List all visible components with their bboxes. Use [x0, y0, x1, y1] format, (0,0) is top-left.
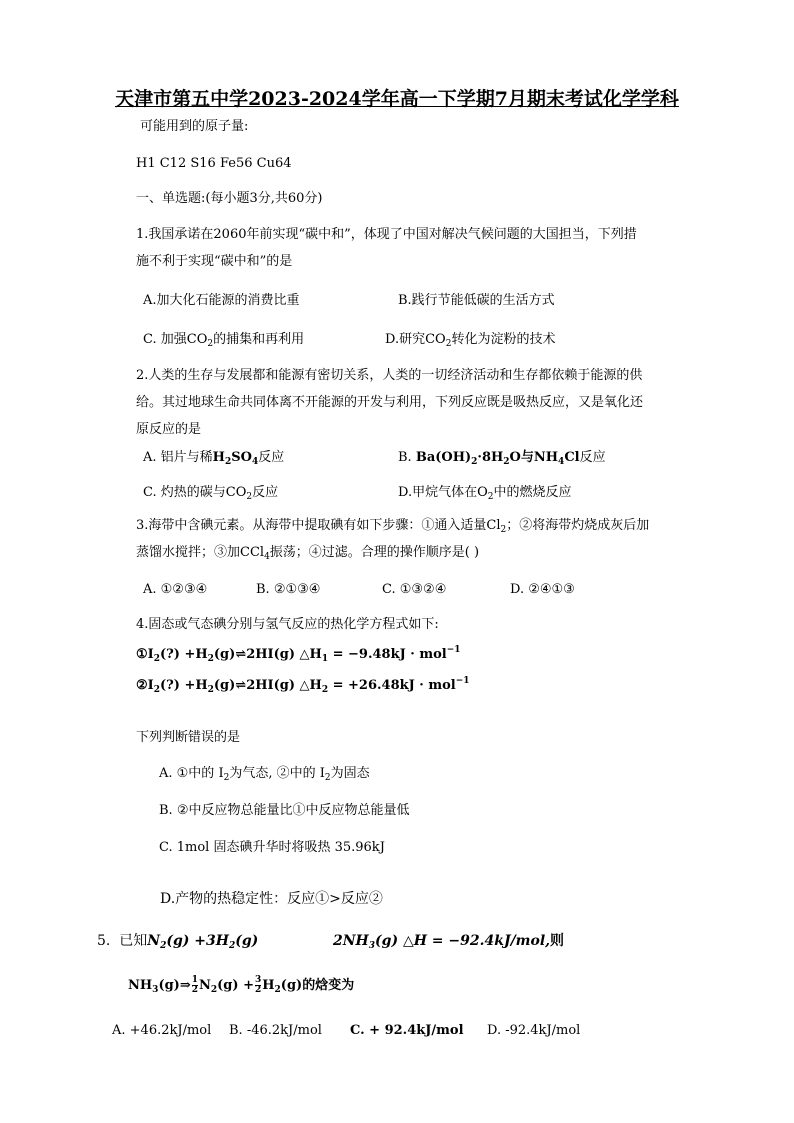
q3-option-b: B. ②①③④: [256, 582, 321, 597]
q2-stem-line2: 给。其过地球生命共同体离不开能源的开发与利用，下列反应既是吸热反应，又是氧化还: [136, 395, 644, 410]
q5-option-a: A. +46.2kJ/mol: [112, 1023, 212, 1038]
q4-equation-1: $①I_2(?)$ $+H_2(g)\rightleftharpoons 2HI(g)$ $\triangle H_1 = -9.48kJ \cdot mol^{-1}$: [136, 645, 461, 664]
q5-stem: 5. 已知$N_2(g) +3H_2(g)$: [97, 933, 259, 951]
q1-option-d: D.研究$CO_2$转化为淀粉的技术: [385, 332, 556, 349]
q5-option-b: B. -46.2kJ/mol: [229, 1023, 322, 1038]
exam-title: 天津市第五中学2023-2024学年高一下学期7月期末考试化学学科: [115, 88, 679, 110]
q5-option-d: D. -92.4kJ/mol: [487, 1023, 581, 1038]
q4-option-d: D.产物的热稳定性：反应①>反应②: [160, 891, 383, 907]
q4-option-a: A. ①中的 $I_2$为气态, ②中的 $I_2$为固态: [159, 766, 370, 783]
q4-option-c: C. 1mol 固态碘升华时将吸热 35.96kJ: [159, 840, 385, 855]
q2-stem-line1: 2.人类的生存与发展都和能源有密切关系，人类的一切经济活动和生存都依赖于能源的供: [136, 368, 643, 383]
section-heading: 一、单选题:(每小题3分,共60分): [136, 191, 323, 206]
atomic-mass-label: 可能用到的原子量:: [140, 119, 249, 134]
q1-option-c: C. 加强$CO_2$的捕集和再利用: [143, 332, 305, 349]
q1-stem-line2: 施不利于实现“碳中和”的是: [136, 254, 293, 269]
q3-stem-line1: 3.海带中含碘元素。从海带中提取碘有如下步骤：①通入适量$Cl_2$；②将海带灼烧成灰后加: [136, 518, 650, 535]
q3-option-a: A. ①②③④: [143, 582, 208, 597]
q5-option-c: C. + 92.4kJ/mol: [350, 1023, 464, 1038]
q2-option-a: A. 铝片与稀$H_2SO_4$反应: [143, 450, 285, 467]
q1-option-b: B.践行节能低碳的生活方式: [398, 293, 555, 308]
q4-equation-2: $②I_2(?)$ $+H_2(g)\rightleftharpoons 2HI(g)$ $\triangle H_2 = +26.48kJ \cdot mol^{-1}$: [136, 676, 470, 695]
q2-option-b: B. $Ba(OH)_2\cdot 8H_2O$与$NH_4Cl$反应: [398, 450, 606, 467]
q4-option-b: B. ②中反应物总能量比①中反应物总能量低: [159, 803, 410, 818]
q5-reaction: $NH_3(g)\Rightarrow$ $\frac{1}{2}$ $N_2(g)$ + $\frac{3}{2}$ $H_2(g)$的焓变为: [128, 975, 355, 995]
q1-stem-line1: 1.我国承诺在2060年前实现“碳中和”，体现了中国对解决气候问题的大国担当，下列措: [136, 227, 637, 242]
q5-equation-right: $2NH_3(g)$ △H = −92.4kJ/mol,则: [333, 933, 565, 951]
q4-stem: 4.固态或气态碘分别与氢气反应的热化学方程式如下:: [136, 617, 439, 632]
q1-option-a: A.加大化石能源的消费比重: [143, 293, 300, 308]
atomic-mass-values: H1 C12 S16 Fe56 Cu64: [136, 156, 292, 171]
q2-option-c: C. 灼热的碳与$CO_2$反应: [143, 485, 279, 502]
q2-stem-line3: 原反应的是: [136, 422, 202, 437]
q3-option-c: C. ①③②④: [382, 582, 447, 597]
q4-judge: 下列判断错误的是: [136, 730, 241, 745]
q3-option-d: D. ②④①③: [510, 582, 575, 597]
q3-stem-line2: 蒸馏水搅拌；③加CCl$_4$振荡；④过滤。合理的操作顺序是( ): [136, 545, 480, 562]
q2-option-d: D.甲烷气体在$O_2$中的燃烧反应: [398, 485, 572, 502]
